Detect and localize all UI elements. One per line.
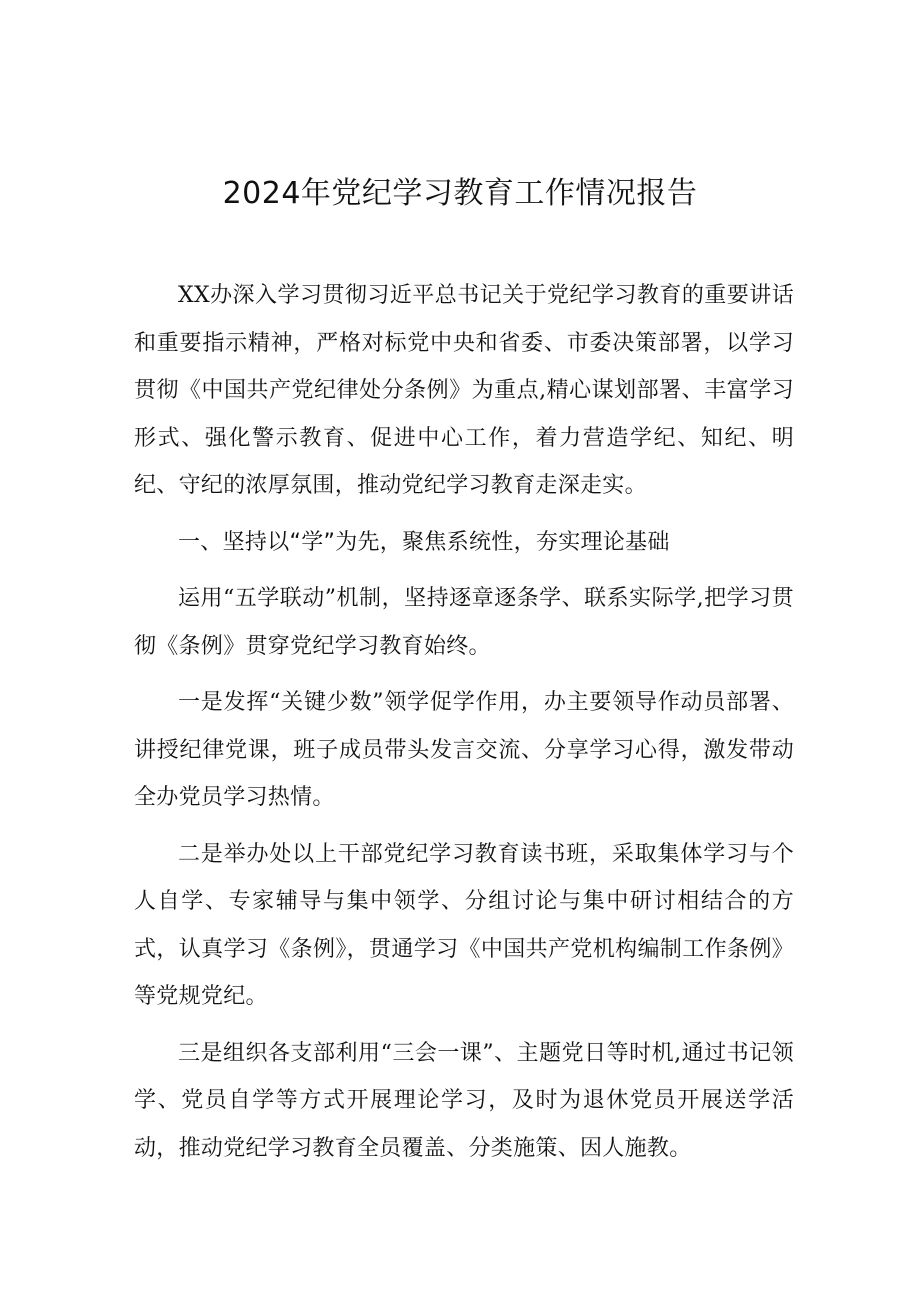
intro-paragraph: XX办深入学习贯彻习近平总书记关于党纪学习教育的重要讲话和重要指示精神，严格对标党中央和省委、市委决策部署，以学习贯彻《中国共产党纪律处分条例》为重点,精心谋划部署、丰富学习形式、强化警示教育、促进中心工作，着力营造学纪、知纪、明纪、守纪的浓厚氛围，推动党纪学习教育走深走实。 — [134, 283, 794, 498]
section-1-paragraph: 运用“五学联动”机制，坚持逐章逐条学、联系实际学,把学习贯彻《条例》贯穿党纪学习教育始终。 — [134, 586, 794, 659]
point-1-paragraph: 一是发挥“关键少数”领学促学作用，办主要领导作动员部署、讲授纪律党课，班子成员带头发言交流、分享学习心得，激发带动全办党员学习热情。 — [134, 690, 794, 810]
section-heading-1: 一、坚持以“学”为先，聚焦系统性，夯实理论基础 — [178, 529, 670, 555]
document-body — [134, 272, 794, 1181]
point-2-paragraph: 二是举办处以上干部党纪学习教育读书班，采取集体学习与个人自学、专家辅导与集中领学、分组讨论与集中研讨相结合的方式，认真学习《条例》，贯通学习《中国共产党机构编制工作条例》等党规党纪。 — [134, 841, 794, 1009]
point-3-paragraph: 三是组织各支部利用“三会一课”、主题党日等时机,通过书记领学、党员自学等方式开展理论学习，及时为退休党员开展送学活动，推动党纪学习教育全员覆盖、分类施策、因人施教。 — [134, 1040, 794, 1161]
document-title: 2024年党纪学习教育工作情况报告 — [222, 176, 698, 211]
